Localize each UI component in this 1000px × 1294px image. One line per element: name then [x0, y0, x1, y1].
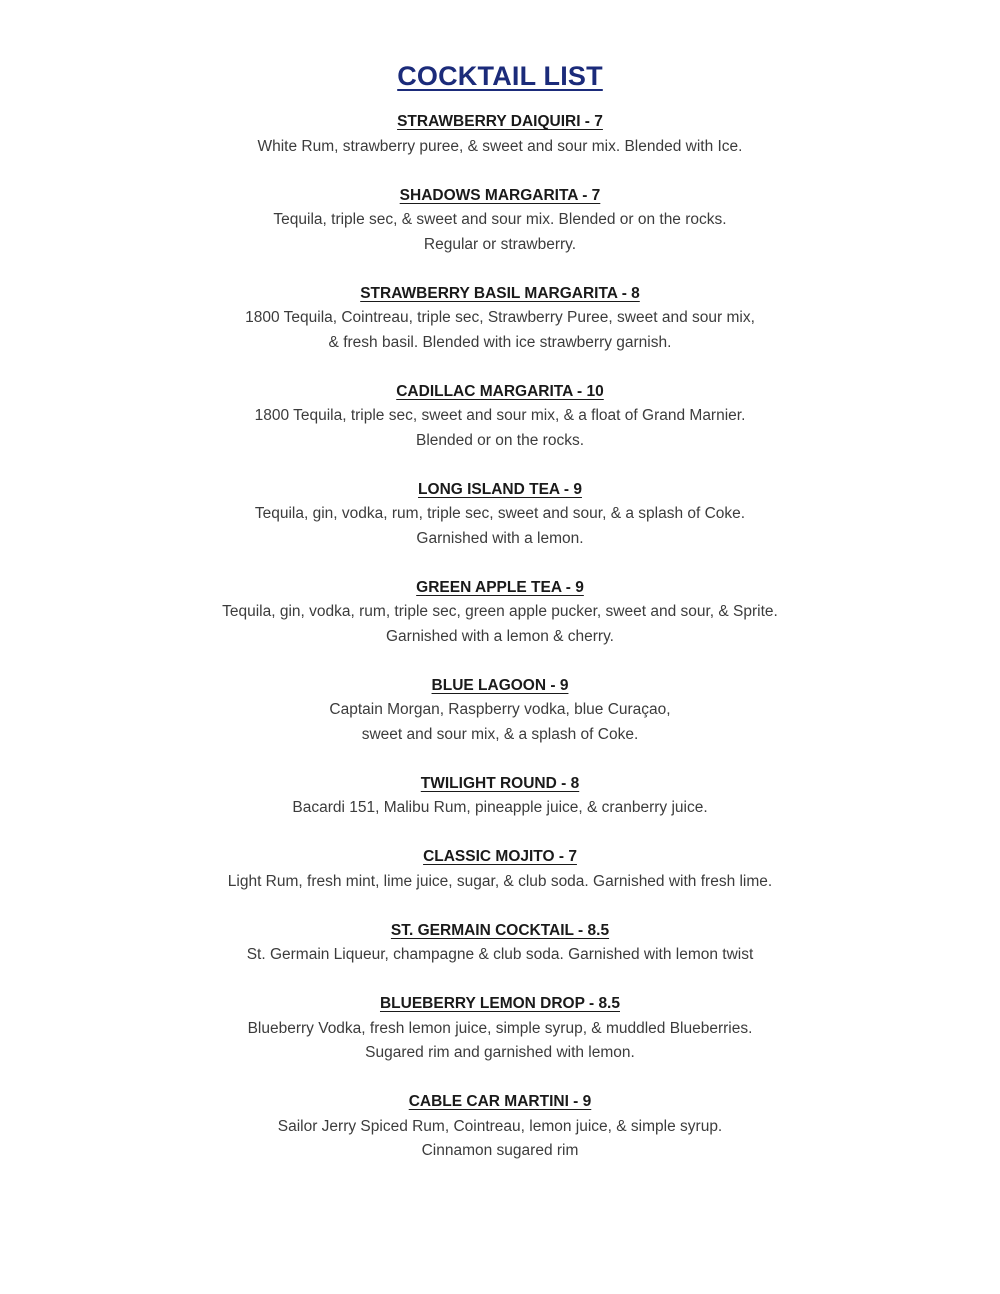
menu-item — [0, 380, 1000, 454]
item-name — [0, 380, 1000, 405]
item-name-text: STRAWBERRY DAIQUIRI - 7 — [397, 113, 603, 130]
menu-item — [0, 919, 1000, 968]
item-description-line: & fresh basil. Blended with ice strawberry garnish. — [328, 333, 672, 351]
cocktail-menu — [0, 110, 1000, 1188]
item-name-text: LONG ISLAND TEA - 9 — [418, 480, 582, 498]
item-name-text: CLASSIC MOJITO - 7 — [423, 848, 577, 865]
page-title-text: COCKTAIL LIST — [397, 61, 603, 91]
item-name-text: CABLE CAR MARTINI - 9 — [408, 1093, 592, 1110]
menu-item — [0, 110, 1000, 159]
menu-item — [0, 772, 1000, 821]
item-description-line: St. Germain Liqueur, champagne & club soda. Garnished with lemon twist — [246, 946, 754, 963]
item-description-line: 1800 Tequila, Cointreau, triple sec, Strawberry Puree, sweet and sour mix, — [245, 309, 755, 326]
menu-item — [0, 576, 1000, 650]
item-name — [0, 674, 1000, 699]
item-description-line: 1800 Tequila, triple sec, sweet and sour mix, & a float of Grand Marnier. — [254, 407, 746, 424]
item-name-text: STRAWBERRY BASIL MARGARITA - 8 — [360, 284, 640, 302]
item-description-line: Regular or strawberry. — [423, 235, 577, 253]
item-description-line: Blueberry Vodka, fresh lemon juice, simple syrup, & muddled Blueberries. — [247, 1019, 753, 1037]
item-name — [0, 1090, 1000, 1115]
item-name-text: TWILIGHT ROUND - 8 — [420, 774, 580, 792]
page-title — [0, 58, 1000, 94]
item-name — [0, 576, 1000, 601]
item-name — [0, 845, 1000, 870]
item-name — [0, 478, 1000, 503]
item-description-line: Tequila, triple sec, & sweet and sour mix. Blended or on the rocks. — [273, 211, 727, 228]
item-description-line: Light Rum, fresh mint, lime juice, sugar, & club soda. Garnished with fresh lime. — [227, 872, 773, 890]
item-name — [0, 919, 1000, 944]
item-description-line: Tequila, gin, vodka, rum, triple sec, sweet and sour, & a splash of Coke. — [254, 505, 746, 522]
item-description-line: Cinnamon sugared rim — [421, 1142, 579, 1159]
item-name-text: SHADOWS MARGARITA - 7 — [399, 186, 601, 204]
item-description-line: Captain Morgan, Raspberry vodka, blue Curaçao, — [329, 701, 671, 718]
menu-item — [0, 845, 1000, 894]
item-name — [0, 282, 1000, 307]
item-description-line: White Rum, strawberry puree, & sweet and sour mix. Blended with Ice. — [257, 137, 743, 155]
menu-item — [0, 282, 1000, 356]
item-name-text: BLUEBERRY LEMON DROP - 8.5 — [379, 995, 620, 1012]
item-description-line: Bacardi 151, Malibu Rum, pineapple juice, & cranberry juice. — [292, 799, 708, 816]
item-name — [0, 184, 1000, 209]
item-name-text: GREEN APPLE TEA - 9 — [416, 578, 584, 596]
menu-item — [0, 674, 1000, 748]
menu-item — [0, 1090, 1000, 1164]
menu-item — [0, 478, 1000, 552]
item-name — [0, 992, 1000, 1017]
item-description-line: Sugared rim and garnished with lemon. — [365, 1044, 635, 1061]
item-name — [0, 772, 1000, 797]
item-description-line: Garnished with a lemon. — [416, 529, 584, 547]
item-description-line: sweet and sour mix, & a splash of Coke. — [361, 725, 639, 743]
item-description-line: Sailor Jerry Spiced Rum, Cointreau, lemon juice, & simple syrup. — [277, 1117, 723, 1135]
menu-item — [0, 184, 1000, 258]
item-description-line: Blended or on the rocks. — [415, 431, 585, 449]
menu-item — [0, 992, 1000, 1066]
item-description-line: Tequila, gin, vodka, rum, triple sec, green apple pucker, sweet and sour, & Sprite. — [222, 603, 778, 620]
item-name-text: BLUE LAGOON - 9 — [431, 676, 569, 694]
item-name — [0, 110, 1000, 135]
item-description-line: Garnished with a lemon & cherry. — [385, 627, 614, 645]
item-name-text: CADILLAC MARGARITA - 10 — [396, 382, 604, 400]
item-name-text: ST. GERMAIN COCKTAIL - 8.5 — [390, 921, 610, 939]
